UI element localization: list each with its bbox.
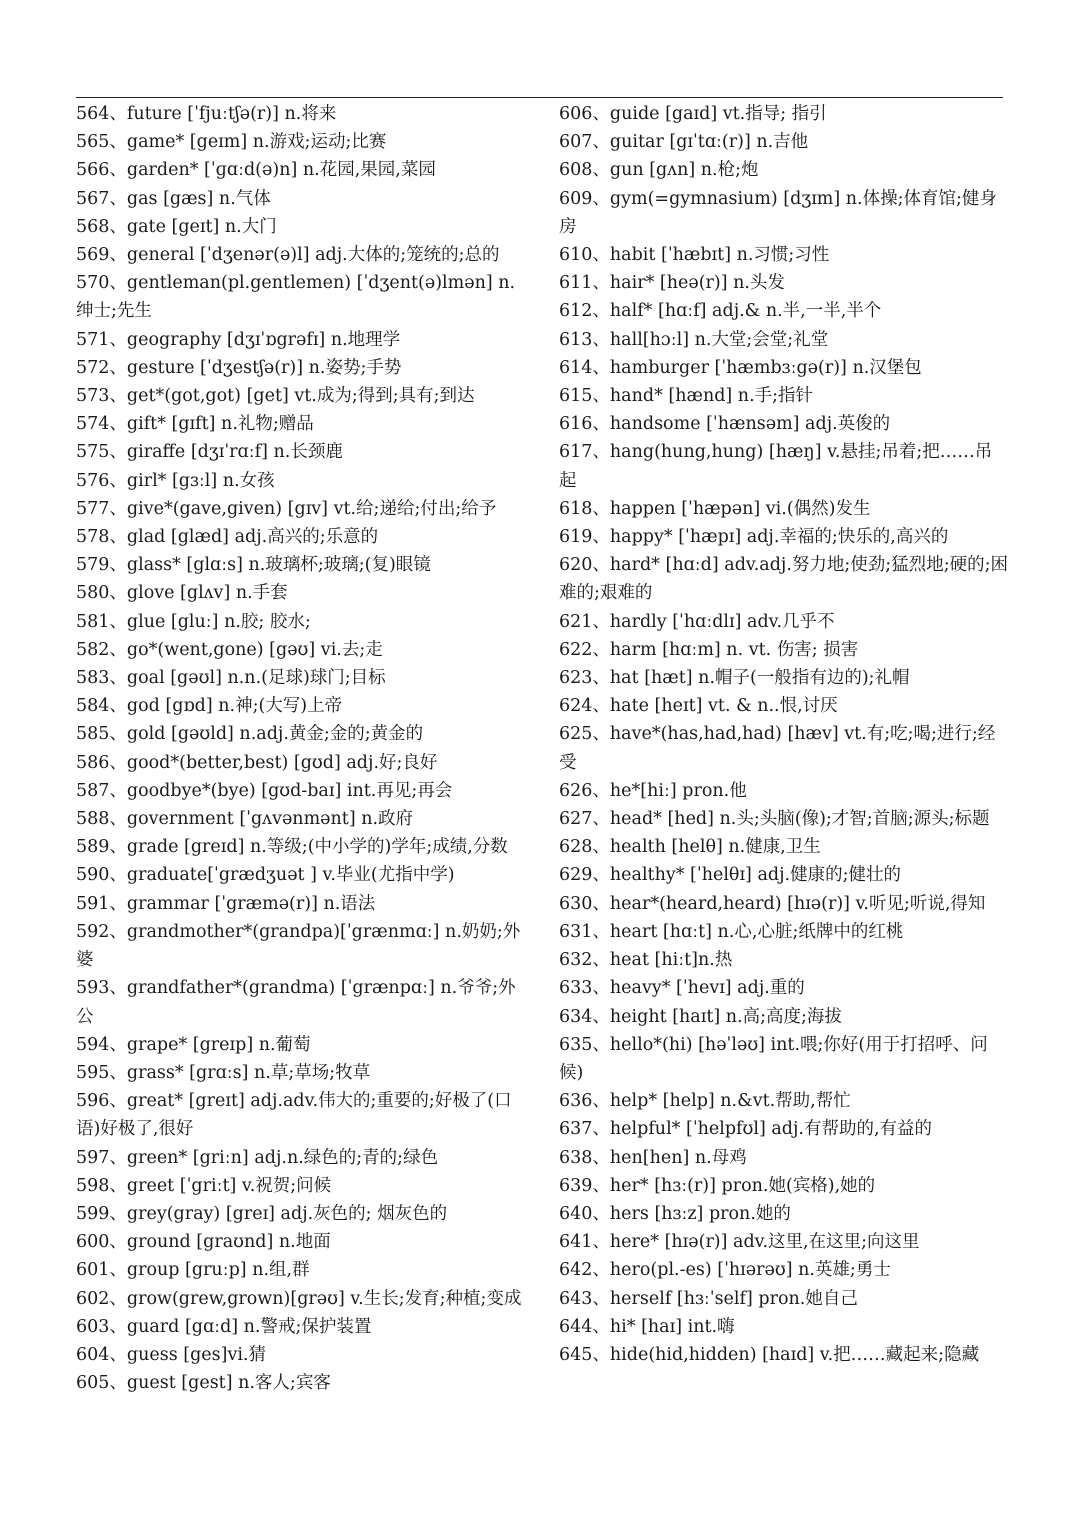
vocab-entry: 613、hall[hɔːl] n.大堂;会堂;礼堂: [559, 329, 829, 350]
vocab-entry: 581、glue [gluː] n.胶; 胶水;: [76, 611, 311, 632]
vocab-entry: 574、gift* [gɪft] n.礼物;赠品: [76, 414, 314, 435]
vocab-entry: 596、great* [greɪt] adj.adv.伟大的;重要的;好极了(口语)好极了,很好: [76, 1091, 512, 1140]
vocab-entry: 645、hide(hid,hidden) [haɪd] v.把……藏起来;隐藏: [559, 1344, 980, 1365]
vocab-entry: 565、game* [geɪm] n.游戏;运动;比赛: [76, 132, 387, 153]
vocab-entry: 611、hair* [heə(r)] n.头发: [559, 273, 785, 294]
vocab-entry: 629、healthy* [ˈhelθɪ] adj.健康的;健壮的: [559, 865, 901, 886]
vocab-entry: 578、glad [glæd] adj.高兴的;乐意的: [76, 527, 379, 548]
vocab-entry: 599、grey(gray) [greɪ] adj.灰色的; 烟灰色的: [76, 1203, 448, 1224]
vocab-entry: 641、here* [hɪə(r)] adv.这里,在这里;向这里: [559, 1232, 920, 1253]
vocab-entry: 624、hate [heɪt] vt. & n..恨,讨厌: [559, 696, 838, 717]
vocab-entry: 628、health [helθ] n.健康,卫生: [559, 837, 821, 858]
top-rule: [76, 97, 1003, 98]
vocab-entry: 579、glass* [glɑːs] n.玻璃杯;玻璃;(复)眼镜: [76, 555, 431, 576]
vocab-entry: 606、guide [gaɪd] vt.指导; 指引: [559, 104, 827, 124]
vocab-entry: 622、harm [hɑːm] n. vt. 伤害; 损害: [559, 639, 859, 660]
vocab-entry: 575、giraffe [dʒɪˈrɑːf] n.长颈鹿: [76, 442, 343, 463]
vocab-entry: 576、girl* [gɜːl] n.女孩: [76, 470, 275, 491]
vocab-entry: 609、gym(=gymnasium) [dʒɪm] n.体操;体育馆;健身房: [559, 188, 997, 237]
vocab-entry: 644、hi* [haɪ] int.嗨: [559, 1316, 735, 1337]
vocab-entry: 580、glove [glʌv] n.手套: [76, 583, 288, 604]
vocab-entry: 597、green* [griːn] adj.n.绿色的;青的;绿色: [76, 1147, 439, 1168]
vocab-entry: 570、gentleman(pl.gentlemen) [ˈdʒent(ə)lmən] n.绅士;先生: [76, 273, 516, 322]
vocab-entry: 633、heavy* [ˈhevɪ] adj.重的: [559, 978, 805, 999]
vocab-entry: 607、guitar [gɪˈtɑː(r)] n.吉他: [559, 132, 809, 153]
vocab-entry: 595、grass* [grɑːs] n.草;草场;牧草: [76, 1062, 371, 1083]
vocab-entry: 635、hello*(hi) [həˈləʊ] int.喂;你好(用于打招呼、问候): [559, 1034, 988, 1083]
vocab-entry: 593、grandfather*(grandma) [ˈgrænpɑː] n.爷爷;外公: [76, 978, 516, 1027]
vocab-entry: 591、grammar [ˈgræmə(r)] n.语法: [76, 893, 376, 914]
vocab-entry: 603、guard [gɑːd] n.警戒;保护装置: [76, 1316, 372, 1337]
vocab-entry: 625、have*(has,had,had) [hæv] vt.有;吃;喝;进行;经受: [559, 724, 996, 773]
vocab-entry: 630、hear*(heard,heard) [hɪə(r)] v.听见;听说,得知: [559, 893, 986, 914]
vocab-entry: 590、graduate[ˈgrædʒuət ] v.毕业(尤指中学): [76, 865, 455, 886]
vocab-entry: 585、gold [gəʊld] n.adj.黄金;金的;黄金的: [76, 724, 424, 745]
vocab-entry: 608、gun [gʌn] n.枪;炮: [559, 160, 759, 181]
vocab-entry: 567、gas [gæs] n.气体: [76, 188, 271, 209]
vocab-entry: 573、get*(got,got) [get] vt.成为;得到;具有;到达: [76, 386, 475, 407]
vocab-entry: 631、heart [hɑːt] n.心,心脏;纸牌中的红桃: [559, 921, 904, 942]
vocab-entry: 638、hen[hen] n.母鸡: [559, 1147, 747, 1168]
vocab-entry: 577、give*(gave,given) [gɪv] vt.给;递给;付出;给予: [76, 498, 497, 519]
vocab-entry: 605、guest [gest] n.客人;宾客: [76, 1373, 331, 1394]
right-column: [559, 100, 1009, 1369]
vocab-entry: 617、hang(hung,hung) [hæŋ] v.悬挂;吊着;把……吊起: [559, 442, 993, 491]
vocab-entry: 601、group [gruːp] n.组,群: [76, 1260, 310, 1281]
vocab-entry: 586、good*(better,best) [gʊd] adj.好;良好: [76, 752, 438, 773]
vocab-entry: 584、god [gɒd] n.神;(大写)上帝: [76, 696, 343, 717]
vocab-entry: 571、geography [dʒɪˈɒgrəfɪ] n.地理学: [76, 329, 401, 350]
left-column: [76, 100, 526, 1397]
vocab-entry: 639、her* [hɜː(r)] pron.她(宾格),她的: [559, 1175, 876, 1196]
vocab-entry: 587、goodbye*(bye) [gʊd-baɪ] int.再见;再会: [76, 780, 453, 801]
vocab-entry: 643、herself [hɜːˈself] pron.她自己: [559, 1288, 858, 1309]
vocab-entry: 623、hat [hæt] n.帽子(一般指有边的);礼帽: [559, 668, 910, 689]
vocab-entry: 572、gesture [ˈdʒestʃə(r)] n.姿势;手势: [76, 357, 402, 378]
vocab-entry: 594、grape* [greɪp] n.葡萄: [76, 1034, 311, 1055]
vocab-entry: 604、guess [ges]vi.猜: [76, 1344, 266, 1365]
vocab-entry: 620、hard* [hɑːd] adv.adj.努力地;使劲;猛烈地;硬的;困难的;艰难的: [559, 555, 1008, 604]
vocab-entry: 566、garden* [ˈɡɑːd(ə)n] n.花园,果园,菜园: [76, 160, 436, 181]
vocab-entry: 588、government [ˈgʌvənmənt] n.政府: [76, 809, 414, 830]
vocab-entry: 568、gate [geɪt] n.大门: [76, 216, 277, 237]
vocab-entry: 600、ground [graʊnd] n.地面: [76, 1232, 331, 1253]
vocab-entry: 598、greet [ˈgriːt] v.祝贺;问候: [76, 1175, 332, 1196]
vocab-entry: 610、habit [ˈhæbɪt] n.习惯;习性: [559, 245, 830, 266]
vocab-entry: 642、hero(pl.-es) [ˈhɪərəʊ] n.英雄;勇士: [559, 1260, 891, 1281]
vocab-entry: 564、future [ˈfjuːtʃə(r)] n.将来: [76, 104, 337, 124]
vocab-entry: 637、helpful* [ˈhelpfʊl] adj.有帮助的,有益的: [559, 1119, 933, 1140]
vocab-entry: 632、heat [hiːt]n.热: [559, 950, 733, 971]
vocab-entry: 569、general [ˈdʒenər(ə)l] adj.大体的;笼统的;总的: [76, 245, 500, 266]
vocab-entry: 583、goal [gəʊl] n.n.(足球)球门;目标: [76, 668, 386, 689]
vocab-entry: 634、height [haɪt] n.高;高度;海拔: [559, 1006, 842, 1027]
vocab-entry: 614、hamburger [ˈhæmbɜːgə(r)] n.汉堡包: [559, 357, 922, 378]
vocab-entry: 636、help* [help] n.&vt.帮助,帮忙: [559, 1091, 851, 1112]
vocab-entry: 619、happy* [ˈhæpɪ] adj.幸福的;快乐的,高兴的: [559, 527, 949, 548]
vocab-entry: 582、go*(went,gone) [gəʊ] vi.去;走: [76, 639, 383, 660]
vocab-entry: 592、grandmother*(grandpa)[ˈgrænmɑː] n.奶奶;外婆: [76, 921, 521, 971]
vocab-entry: 602、grow(grew,grown)[grəʊ] v.生长;发育;种植;变成: [76, 1288, 522, 1309]
vocab-entry: 618、happen [ˈhæpən] vi.(偶然)发生: [559, 498, 871, 519]
vocab-entry: 615、hand* [hænd] n.手;指针: [559, 386, 814, 407]
vocab-entry: 621、hardly [ˈhɑːdlɪ] adv.几乎不: [559, 611, 835, 632]
vocab-entry: 627、head* [hed] n.头;头脑(像);才智;首脑;源头;标题: [559, 809, 990, 830]
vocab-entry: 626、he*[hiː] pron.他: [559, 780, 747, 801]
vocab-entry: 589、grade [greɪd] n.等级;(中小学的)学年;成绩,分数: [76, 837, 508, 858]
vocab-entry: 612、half* [hɑːf] adj.& n.半,一半,半个: [559, 301, 882, 322]
vocab-entry: 640、hers [hɜːz] pron.她的: [559, 1203, 791, 1224]
vocab-entry: 616、handsome [ˈhænsəm] adj.英俊的: [559, 414, 891, 435]
